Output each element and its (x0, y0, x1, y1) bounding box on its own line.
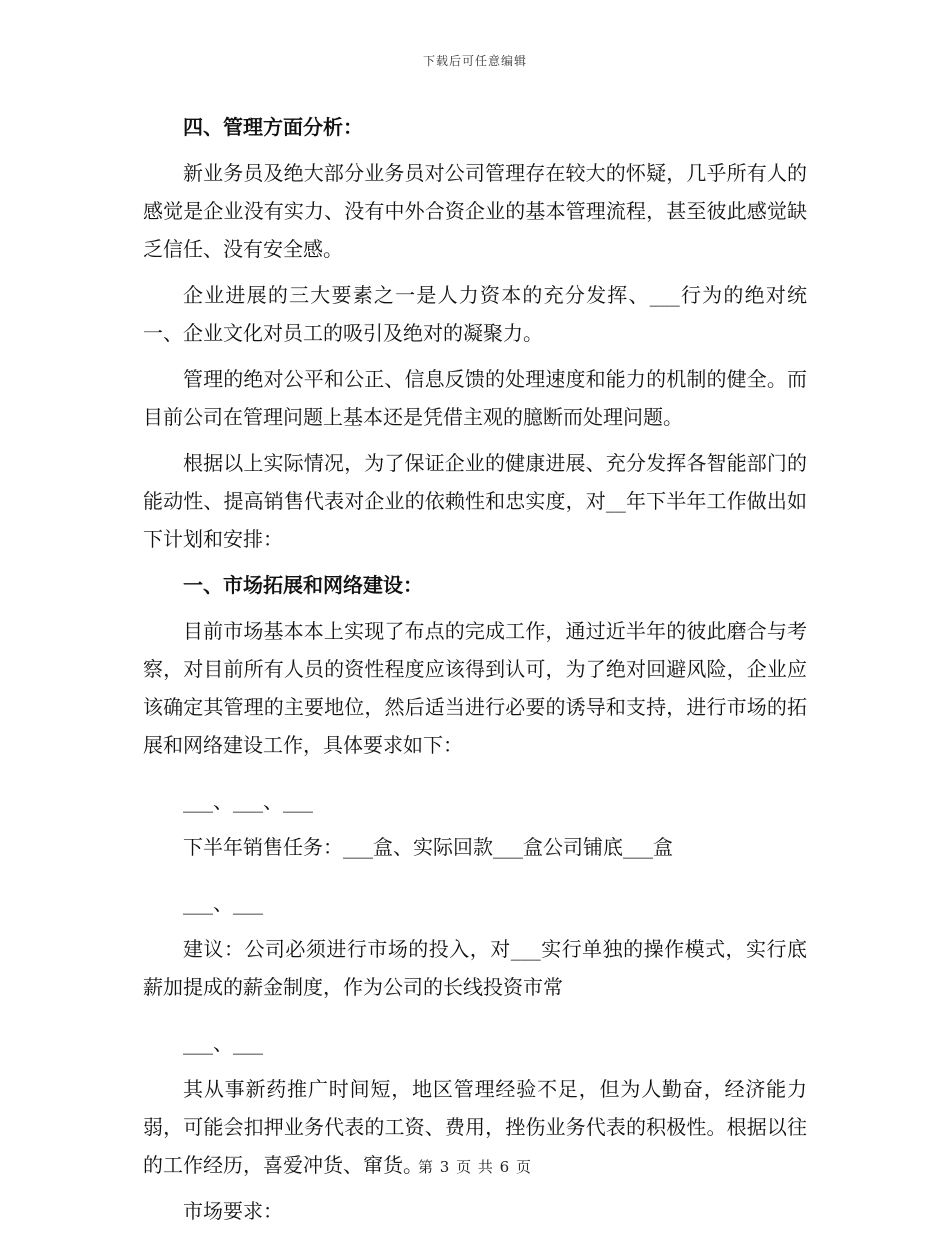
paragraph: 建议：公司必须进行市场的投入，对___实行单独的操作模式，实行底薪加提成的薪金制度，作为公司的长线投资市常 (143, 937, 807, 999)
paragraph: 根据以上实际情况，为了保证企业的健康进展、充分发挥各智能部门的能动性、提高销售代表对企业的依赖性和忠实度，对__年下半年工作做出如下计划和安排： (143, 451, 807, 551)
blank-placeholder-line: ___、___ (183, 1031, 263, 1055)
paragraph: 目前市场基本本上实现了布点的完成工作，通过近半年的彼此磨合与考察，对目前所有人员的资性程度应该得到认可，为了绝对回避风险，企业应该确定其管理的主要地位，然后适当进行必要的诱导和支持，进行市场的拓展和网络建设工作，具体要求如下： (143, 619, 807, 757)
section-heading-market: 一、市场拓展和网络建设： (183, 573, 423, 597)
blank-placeholder-line: ___、___ (183, 891, 263, 915)
paragraph: 市场要求： (183, 1199, 283, 1223)
paragraph: 新业务员及绝大部分业务员对公司管理存在较大的怀疑，几乎所有人的感觉是企业没有实力、没有中外合资企业的基本管理流程，甚至彼此感觉缺乏信任、没有安全感。 (143, 161, 807, 261)
blank-placeholder-line: ___、___、___ (183, 789, 313, 813)
section-heading-management: 四、管理方面分析： (183, 115, 363, 139)
paragraph: 管理的绝对公平和公正、信息反馈的处理速度和能力的机制的健全。而目前公司在管理问题上基本还是凭借主观的臆断而处理问题。 (143, 367, 807, 429)
page-header: 下载后可任意编辑 (422, 54, 527, 68)
sales-target-line: 下半年销售任务：___盒、实际回款___盒公司铺底___盒 (183, 835, 673, 859)
page-footer: 第 3 页 共 6 页 (418, 1158, 532, 1176)
paragraph: 其从事新药推广时间短，地区管理经验不足，但为人勤奋，经济能力弱，可能会扣押业务代表的工资、费用，挫伤业务代表的积极性。根据以往的工作经历，喜爱冲货、窜货。 (143, 1077, 807, 1177)
paragraph: 企业进展的三大要素之一是人力资本的充分发挥、___行为的绝对统一、企业文化对员工的吸引及绝对的凝聚力。 (143, 283, 807, 345)
document-body (143, 108, 807, 1238)
